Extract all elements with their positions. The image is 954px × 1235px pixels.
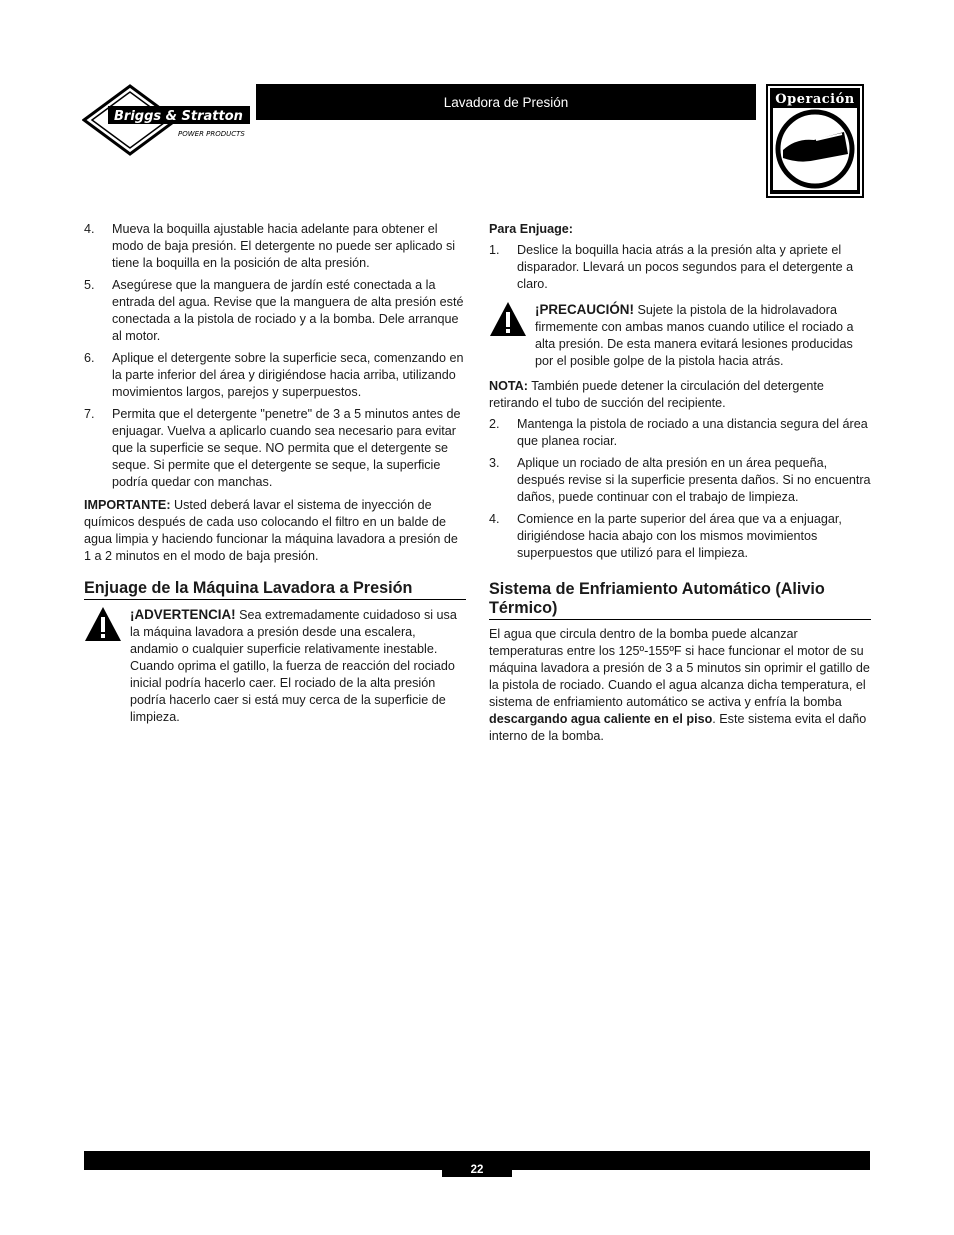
- list-item: [84, 350, 466, 401]
- note-label: NOTA:: [489, 379, 528, 393]
- page-number-tab: [442, 1151, 512, 1177]
- svg-text:POWER PRODUCTS: POWER PRODUCTS: [178, 130, 245, 138]
- list-item: [489, 242, 871, 293]
- section-heading-cooling: [489, 580, 871, 620]
- list-text: Comience en la parte superior del área que va a enjuagar, dirigiéndose hacia abajo con los mismos movimientos superpuestos que utilizó para el limpieza.: [517, 512, 842, 560]
- section-heading-rinse: Enjuage de la Máquina Lavadora a Presión: [84, 579, 466, 600]
- cooling-text-b: . Este sistema evita el daño interno de la bomba.: [489, 712, 867, 743]
- section-tab: [766, 84, 864, 198]
- list-text: Mueva la boquilla ajustable hacia adelante para obtener el modo de baja presión. El detergente no puede ser aplicado si tiene la boquilla en la posición de alta presión.: [112, 222, 456, 270]
- list-text: Deslice la boquilla hacia atrás a la presión alta y apriete el disparador. Llevará un pocos segundos para el detergente a claro.: [517, 243, 854, 291]
- list-number: 6.: [84, 351, 95, 365]
- warning-text: Sea extremadamente cuidadoso si usa la máquina lavadora a presión desde una escalera, andamio o cualquier superficie relativamente inestable. Cuando oprima el gatillo, la fuerza de reacción del rociado inicial podría hacerlo caer. El rociado de la alta presión podría hacerlo caer si está muy cerca de la superficie de limpieza.: [130, 608, 457, 724]
- cooling-title-text: Sistema de Enfriamiento Automático (Alivio Térmico): [489, 580, 825, 617]
- list-item: [489, 511, 871, 562]
- list-text: Mantenga la pistola de rociado a una distancia segura del área que planea rociar.: [517, 417, 868, 448]
- svg-text:Briggs & Stratton: Briggs & Stratton: [114, 109, 243, 124]
- caution-label: ¡PRECAUCIÓN!: [535, 302, 634, 317]
- list-text: Permita que el detergente "penetre" de 3 a 5 minutos antes de enjuagar. Vuelva a aplicarlo cuando sea necesario para evitar que la superficie se seque. NO permita que el detergente se seque. Si permite que el detergente se seque, la superficie podría quedar con manchas.: [112, 407, 461, 489]
- caution-icon: [489, 301, 535, 370]
- cooling-text-a: El agua que circula dentro de la bomba puede alcanzar temperaturas entre los 125º-155ºF si hace funcionar el motor de su máquina lavadora a presión de 3 a 5 minutos sin oprimir el gatillo de la pistola de rociado. Cuando el agua alcanza dicha temperatura, el sistema de enfriamiento automático se activa y enfría la bomba: [489, 627, 870, 709]
- list-number: 7.: [84, 407, 95, 421]
- cooling-bold: descargando agua caliente en el piso: [489, 712, 713, 726]
- list-item: [84, 221, 466, 272]
- list-number: 4.: [84, 222, 95, 236]
- important-label: IMPORTANTE:: [84, 498, 171, 512]
- caution-text: Sujete la pistola de la hidrolavadora firmemente con ambas manos cuando utilice el rociado a alta presión. De esta manera evitará lesiones producidas por el posible golpe de la pistola hacia atrás.: [535, 303, 854, 368]
- list-item: [489, 416, 871, 450]
- important-text: Usted deberá lavar el sistema de inyección de químicos después de cada uso colocando el filtro en un balde de agua limpia y haciendo funcionar la máquina lavadora a presión de 1 a 2 minutos en el modo de baja presión.: [84, 498, 458, 563]
- warning-text-block: [130, 606, 466, 726]
- note: [489, 378, 871, 412]
- list-item: [84, 277, 466, 345]
- list-number: 2.: [489, 417, 500, 431]
- warning-label: ¡ADVERTENCIA!: [130, 607, 236, 622]
- list-number: 4.: [489, 512, 500, 526]
- left-column: [84, 221, 466, 726]
- rinse-heading: Para Enjuage:: [489, 222, 573, 236]
- list-text: Aplique un rociado de alta presión en un área pequeña, después revise si la superficie presenta daños. Si no encuentra daños, puede continuar con el trabajo de limpieza.: [517, 456, 871, 504]
- header-title-bar: [256, 84, 756, 120]
- list-item: [489, 455, 871, 506]
- list-number: 1.: [489, 243, 500, 257]
- page-number: 22: [470, 1164, 484, 1176]
- list-text: Asegúrese que la manguera de jardín esté conectada a la entrada del agua. Revise que la manguera de alta presión esté conectada a la pistola de rociado y a la bomba. Dele arranque al motor.: [112, 278, 464, 343]
- list-text: Aplique el detergente sobre la superficie seca, comenzando en la parte inferior del área y dirigiéndose hacia arriba, utilizando movimientos largos, parejos y superpuestos.: [112, 351, 464, 399]
- caution-block: [489, 301, 871, 370]
- important-note: [84, 497, 466, 565]
- briggs-stratton-logo: [82, 84, 254, 156]
- list-item: [84, 406, 466, 491]
- list-number: 5.: [84, 278, 95, 292]
- caution-text-block: [535, 301, 871, 370]
- list-number: 3.: [489, 456, 500, 470]
- warning-icon: [84, 606, 130, 726]
- warning-block: [84, 606, 466, 726]
- right-column: [489, 221, 871, 749]
- cooling-paragraph: [489, 626, 871, 745]
- document-title: Lavadora de Presión: [443, 94, 569, 110]
- note-text: También puede detener la circulación del detergente retirando el tubo de succión del recipiente.: [489, 379, 824, 410]
- svg-text:Operación: Operación: [775, 92, 855, 107]
